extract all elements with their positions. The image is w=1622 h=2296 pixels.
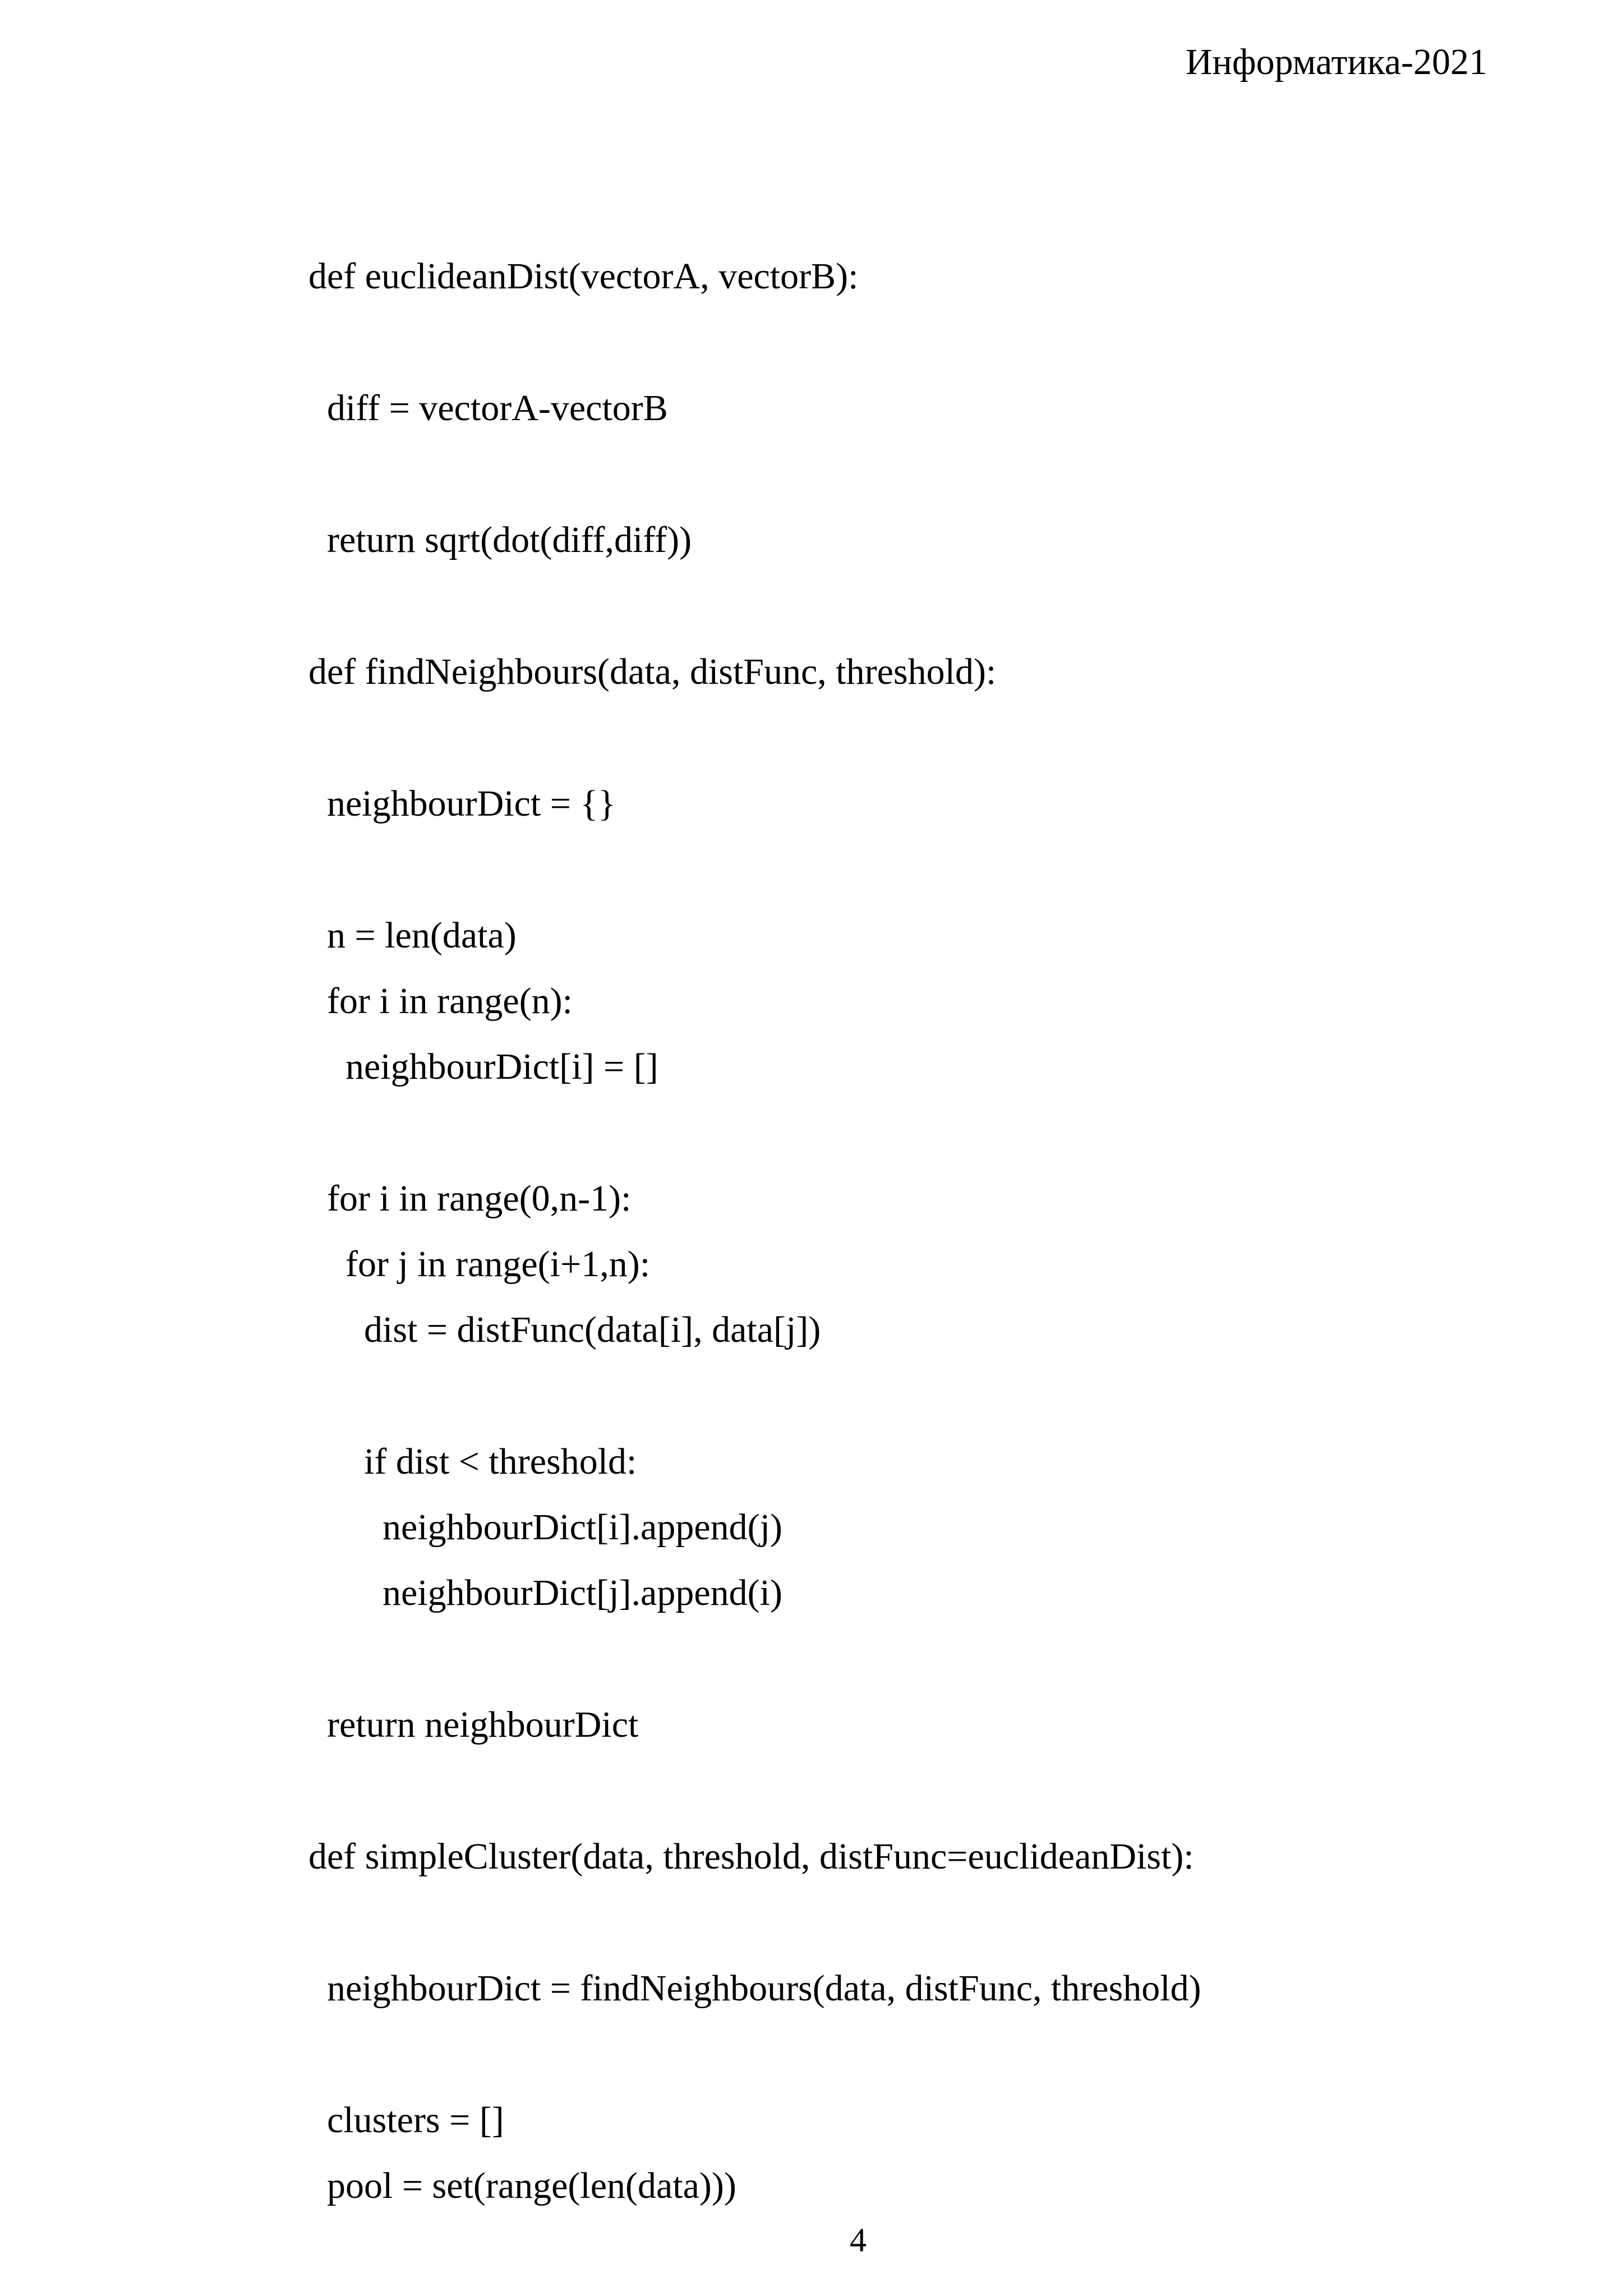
code-line: return sqrt(dot(diff,diff)) (308, 519, 692, 560)
code-line: clusters = [] (308, 2100, 504, 2141)
code-line: if dist < threshold: (308, 1441, 637, 1482)
code-line: for i in range(0,n-1): (308, 1178, 632, 1219)
code-line: def findNeighbours(data, distFunc, threshold): (308, 651, 997, 692)
page-number: 4 (850, 2221, 867, 2258)
code-line: neighbourDict[j].append(i) (308, 1572, 782, 1613)
code-line: def euclideanDist(vectorA, vectorB): (308, 256, 859, 297)
code-line: pool = set(range(len(data))) (308, 2165, 736, 2206)
code-line: neighbourDict = {} (308, 783, 616, 824)
code-line: dist = distFunc(data[i], data[j]) (308, 1309, 821, 1350)
code-line: for i in range(n): (308, 981, 573, 1022)
code-line: for j in range(i+1,n): (308, 1244, 651, 1285)
code-line: return neighbourDict (308, 1704, 639, 1745)
code-line: neighbourDict[i].append(j) (308, 1507, 782, 1548)
code-line: def simpleCluster(data, threshold, distFunc=euclideanDist): (308, 1836, 1194, 1877)
code-line: neighbourDict = findNeighbours(data, distFunc, threshold) (308, 1968, 1201, 2009)
code-line: neighbourDict[i] = [] (308, 1046, 658, 1087)
running-header: Информатика-2021 (1185, 42, 1487, 82)
code-line: diff = vectorA-vectorB (308, 388, 668, 429)
code-line: n = len(data) (308, 915, 517, 956)
